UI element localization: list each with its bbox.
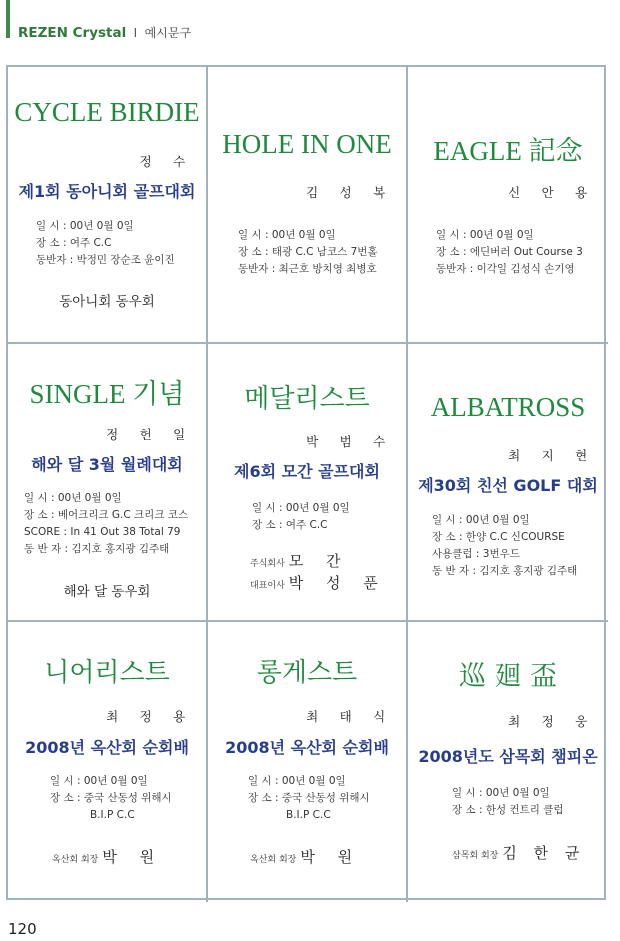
card-event: 해와 달 3월 월례대회	[31, 455, 183, 474]
card-detail: 동 반 자 : 김지호 홍지광 김주태	[432, 565, 578, 577]
signature-ceo	[250, 572, 387, 593]
card-event: 제30회 친선 GOLF 대회	[418, 476, 598, 495]
card-detail: 동반자 : 박정민 장순조 윤이진	[36, 254, 175, 266]
page-header	[18, 24, 191, 41]
card-detail: 장 소 : 여주 C.C	[252, 519, 328, 531]
card-title: 메달리스트	[244, 384, 370, 414]
card-cycle-birdie	[8, 67, 208, 344]
card-detail: B.I.P C.C	[90, 809, 135, 821]
card-detail: 일 시 : 00년 0월 0일	[36, 220, 134, 232]
card-event: 2008년도 삼목회 챔피온	[418, 747, 598, 766]
card-detail: 일 시 : 00년 0월 0일	[24, 492, 122, 504]
card-eagle	[408, 67, 608, 344]
card-title: ALBATROSS	[430, 392, 586, 422]
card-sponsor: 동아니회 동우회	[59, 294, 155, 310]
example-text-grid	[6, 65, 606, 900]
card-detail: 장 소 : 베어크리크 G.C 크리크 코스	[24, 509, 189, 521]
card-detail: 장 소 : 여주 C.C	[36, 237, 112, 249]
brand-name: REZEN Crystal	[18, 25, 127, 41]
header-separator: I	[133, 26, 138, 40]
card-detail: SCORE : In 41 Out 38 Total 79	[24, 526, 181, 538]
card-detail: 장 소 : 한성 컨트리 클럽	[452, 804, 564, 816]
card-recipient: 최 태 식	[306, 709, 394, 724]
signature-label: 대표이사	[250, 581, 285, 591]
header-accent-bar	[6, 0, 10, 38]
card-detail: 일 시 : 00년 0월 0일	[248, 775, 346, 787]
signature-name: 박 원	[102, 848, 164, 866]
card-title: 롱게스트	[256, 658, 358, 688]
card-recipient: 최 지 현	[508, 448, 596, 463]
card-recipient: 정 수	[139, 154, 194, 169]
card-detail: 일 시 : 00년 0월 0일	[50, 775, 148, 787]
card-detail: 장 소 : 에딘버러 Out Course 3	[436, 246, 583, 258]
card-detail: 동 반 자 : 김지호 홍지광 김주태	[24, 543, 170, 555]
card-recipient: 최 정 웅	[508, 714, 596, 729]
card-albatross	[408, 344, 608, 622]
card-title: 巡 廻 盃	[458, 661, 558, 692]
card-medalist	[208, 344, 408, 622]
signature-name: 박 원	[300, 848, 362, 866]
card-detail: 사용클럽 : 3번우드	[432, 548, 520, 560]
card-title: EAGLE 記念	[433, 136, 583, 166]
signature-company	[250, 550, 350, 571]
signature-label: 옥산회 회장	[250, 855, 297, 865]
signature-name: 박 성 푼	[288, 574, 387, 592]
signature-label: 삼목회 회장	[452, 851, 499, 861]
header-subtitle: 예시문구	[144, 26, 192, 40]
card-detail: 장 소 : 중국 산동성 위해시	[248, 792, 370, 804]
card-longest	[208, 622, 408, 902]
card-nearest	[8, 622, 208, 902]
card-detail: 동반자 : 최근호 방치영 최병호	[238, 263, 377, 275]
card-detail: 일 시 : 00년 0월 0일	[452, 787, 550, 799]
signature-label: 옥산회 회장	[52, 855, 99, 865]
card-event: 제6회 모간 골프대회	[234, 462, 380, 481]
card-event: 2008년 옥산회 순회배	[225, 738, 389, 757]
card-title: SINGLE 기념	[29, 379, 185, 409]
card-detail: 일 시 : 00년 0월 0일	[252, 502, 350, 514]
signature-president	[250, 846, 361, 867]
card-detail: 장 소 : 중국 산동성 위해시	[50, 792, 172, 804]
signature-president	[452, 842, 585, 863]
card-recipient: 김 성 복	[306, 185, 394, 200]
card-recipient: 정 헌 일	[106, 427, 194, 442]
card-recipient: 박 범 수	[306, 434, 394, 449]
signature-name: 김 한 균	[502, 844, 586, 862]
card-single	[8, 344, 208, 622]
card-rotating-cup	[408, 622, 608, 902]
card-hole-in-one	[208, 67, 408, 344]
card-recipient: 최 정 용	[106, 709, 194, 724]
card-title: HOLE IN ONE	[222, 129, 392, 159]
card-detail: 일 시 : 00년 0월 0일	[436, 229, 534, 241]
card-detail: 일 시 : 00년 0월 0일	[238, 229, 336, 241]
signature-label: 주식회사	[250, 559, 285, 569]
card-detail: 장 소 : 태광 C.C 남코스 7번홀	[238, 246, 378, 258]
card-title: 니어리스트	[44, 658, 170, 688]
card-detail: 장 소 : 한양 C.C 신COURSE	[432, 531, 565, 543]
card-sponsor: 해와 달 동우회	[63, 584, 151, 600]
card-title: CYCLE BIRDIE	[14, 97, 200, 127]
card-recipient: 신 안 용	[508, 185, 596, 200]
card-event: 2008년 옥산회 순회배	[25, 738, 189, 757]
card-detail: 일 시 : 00년 0월 0일	[432, 514, 530, 526]
page-number: 120	[8, 920, 37, 938]
signature-president	[52, 846, 163, 867]
card-detail: B.I.P C.C	[286, 809, 331, 821]
card-event: 제1회 동아니회 골프대회	[18, 182, 196, 201]
card-detail: 동반자 : 이각일 김성식 손기영	[436, 263, 575, 275]
signature-name: 모 간	[288, 552, 350, 570]
